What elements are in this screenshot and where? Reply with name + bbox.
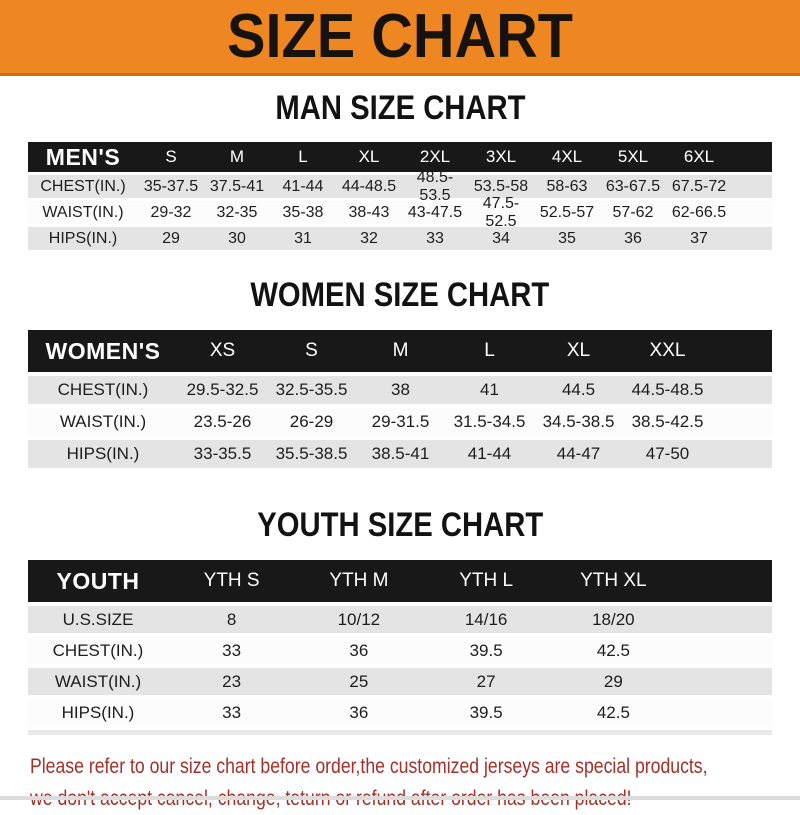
measurement-value: 26-29 [289, 412, 334, 431]
size-column-header: YTH M [329, 570, 389, 591]
size-column-header: YTH L [459, 570, 514, 591]
measurement-row [28, 606, 772, 633]
measurement-value: 32-35 [216, 203, 258, 221]
table-category-label: YOUTH [56, 567, 140, 594]
measurement-value: 44.5 [561, 380, 596, 399]
measurement-value: 58-63 [546, 177, 588, 195]
measurement-value: 29.5-32.5 [186, 380, 259, 399]
measurement-row-label: CHEST(IN.) [40, 177, 126, 195]
measurement-row-label: HIPS(IN.) [66, 444, 140, 463]
size-table-header-row [28, 142, 772, 172]
measurement-value: 34 [492, 229, 510, 247]
youth-size-table [28, 560, 772, 726]
youth-size-section [0, 502, 800, 735]
measurement-value: 36 [349, 702, 369, 722]
measurement-value: 47.5-52.5 [482, 194, 520, 230]
size-column-header: XS [209, 340, 236, 361]
measurement-value: 67.5-72 [671, 177, 727, 195]
measurement-value: 52.5-57 [539, 203, 595, 221]
measurement-row-label: WAIST(IN.) [54, 671, 142, 691]
measurement-value: 8 [226, 609, 237, 629]
measurement-value: 33 [222, 702, 242, 722]
size-column-header: 3XL [485, 147, 517, 166]
measurement-value: 29 [603, 671, 623, 691]
measurement-value: 30 [228, 229, 246, 247]
measurement-value: 63-67.5 [605, 177, 661, 195]
footer-disclaimer [30, 751, 800, 815]
measurement-row-label: U.S.SIZE [62, 609, 134, 629]
size-column-header: 4XL [551, 147, 583, 166]
table-category-label: MEN'S [45, 143, 121, 170]
men-size-section [0, 86, 800, 250]
measurement-value: 32.5-35.5 [275, 380, 348, 399]
measurement-value: 33-35.5 [193, 444, 252, 463]
measurement-value: 29 [162, 229, 180, 247]
women-section-heading-text: WOMEN SIZE CHART [250, 276, 550, 314]
measurement-value: 38-43 [348, 203, 390, 221]
size-chart-banner [0, 0, 800, 76]
measurement-row-label: HIPS(IN.) [48, 229, 118, 247]
measurement-value: 38.5-41 [371, 444, 430, 463]
measurement-value: 57-62 [612, 203, 654, 221]
size-column-header: 5XL [617, 147, 649, 166]
size-column-header: XL [566, 340, 591, 361]
measurement-value: 38.5-42.5 [631, 412, 704, 431]
measurement-value: 18/20 [592, 609, 635, 629]
measurement-row-label: WAIST(IN.) [59, 412, 147, 431]
measurement-value: 35-38 [282, 203, 324, 221]
measurement-value: 27 [476, 671, 496, 691]
measurement-value: 29-31.5 [371, 412, 430, 431]
youth-section-heading-text: YOUTH SIZE CHART [257, 506, 543, 544]
measurement-value: 47-50 [645, 444, 690, 463]
size-column-header: YTH S [203, 570, 260, 591]
measurement-row [28, 194, 772, 230]
measurement-value: 14/16 [464, 609, 508, 629]
men-size-table [28, 142, 772, 250]
measurement-value: 31 [294, 229, 312, 247]
women-size-table [28, 330, 772, 468]
measurement-value: 32 [360, 229, 378, 247]
measurement-row [28, 440, 772, 468]
measurement-value: 44.5-48.5 [631, 380, 704, 399]
size-table-header-row [28, 330, 772, 372]
measurement-value: 36 [624, 229, 642, 247]
measurement-value: 39.5 [469, 702, 503, 722]
youth-section-heading [0, 502, 800, 552]
footer-line-1: Please refer to our size chart before order,the customized jerseys are special products, [30, 755, 708, 778]
measurement-row [28, 168, 772, 204]
measurement-value: 44-48.5 [341, 177, 397, 195]
measurement-row-label: CHEST(IN.) [57, 380, 149, 399]
measurement-value: 23.5-26 [193, 412, 252, 431]
measurement-value: 10/12 [337, 609, 381, 629]
measurement-value: 39.5 [469, 640, 503, 660]
measurement-value: 42.5 [596, 702, 630, 722]
size-column-header: 2XL [419, 147, 451, 166]
men-section-heading [0, 86, 800, 134]
size-column-header: S [305, 340, 318, 361]
youth-table-shadow [28, 730, 772, 735]
size-column-header: L [298, 147, 308, 166]
women-section-heading [0, 272, 800, 322]
measurement-value: 25 [349, 671, 369, 691]
measurement-value: 29-32 [150, 203, 192, 221]
measurement-row-label: CHEST(IN.) [52, 640, 144, 660]
measurement-row [28, 408, 772, 436]
page-title: SIZE CHART [227, 1, 573, 71]
size-column-header: YTH XL [580, 570, 647, 591]
measurement-value: 37 [690, 229, 708, 247]
size-column-header: XL [358, 147, 380, 166]
size-column-header: M [229, 147, 245, 166]
measurement-row [28, 227, 772, 250]
measurement-value: 35-37.5 [143, 177, 199, 195]
measurement-value: 41-44 [282, 177, 324, 195]
measurement-value: 48.5-53.5 [416, 168, 454, 204]
measurement-row [28, 699, 772, 726]
measurement-value: 37.5-41 [209, 177, 265, 195]
measurement-value: 38 [391, 380, 410, 399]
table-category-label: WOMEN'S [45, 337, 161, 364]
measurement-value: 36 [349, 640, 369, 660]
measurement-value: 41 [480, 380, 499, 399]
men-section-heading-text: MAN SIZE CHART [274, 89, 526, 127]
measurement-row [28, 668, 772, 695]
measurement-value: 42.5 [596, 640, 630, 660]
measurement-value: 31.5-34.5 [453, 412, 526, 431]
bottom-strip [0, 796, 800, 800]
measurement-value: 34.5-38.5 [542, 412, 615, 431]
measurement-value: 41-44 [467, 444, 512, 463]
size-column-header: XXL [649, 340, 686, 361]
measurement-value: 62-66.5 [671, 203, 727, 221]
measurement-row [28, 376, 772, 404]
measurement-value: 23 [222, 671, 242, 691]
measurement-value: 53.5-58 [473, 177, 529, 195]
size-table-header-row [28, 560, 772, 602]
size-column-header: L [484, 340, 495, 361]
measurement-value: 33 [426, 229, 444, 247]
women-size-section [0, 272, 800, 468]
size-column-header: M [392, 340, 409, 361]
measurement-value: 35 [558, 229, 576, 247]
measurement-value: 44-47 [556, 444, 601, 463]
measurement-value: 33 [222, 640, 242, 660]
measurement-value: 43-47.5 [407, 203, 463, 221]
size-column-header: 6XL [683, 147, 715, 166]
measurement-row-label: WAIST(IN.) [42, 203, 124, 221]
measurement-row-label: HIPS(IN.) [61, 702, 135, 722]
measurement-value: 35.5-38.5 [275, 444, 348, 463]
measurement-row [28, 637, 772, 664]
size-column-header: S [165, 147, 177, 166]
